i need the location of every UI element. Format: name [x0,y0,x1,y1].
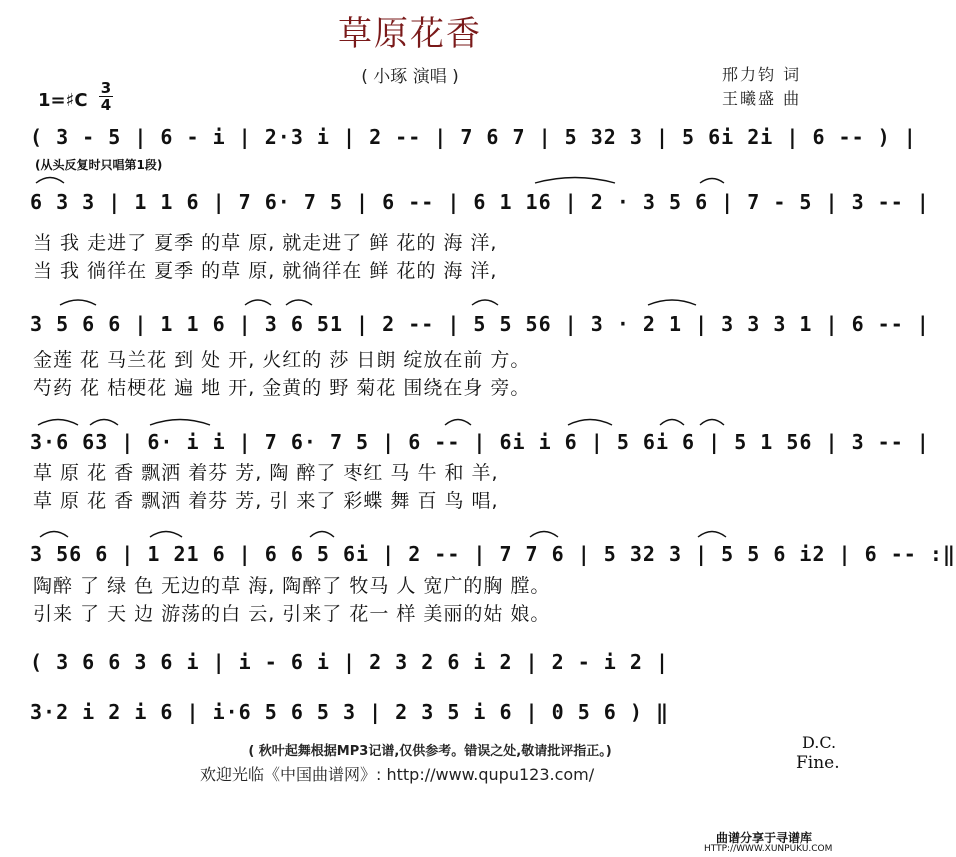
key-signature: 1=♯C [38,90,88,111]
lyric-row-2-verse-1: 金莲 花 马兰花 到 处 开, 火红的 莎 日朗 绽放在前 方。 [33,349,531,371]
lyricist-credit: 邢力钧 词 [722,65,802,84]
notation-row-interlude-2: 3·2 i 2 i 6 | i·6 5 6 5 3 | 2 3 5 i 6 | 0 5 6 ) ‖ [30,700,670,724]
repeat-note: (从头反复时只唱第1段) [35,158,163,172]
lyric-row-4-verse-1: 陶醉 了 绿 色 无边的草 海, 陶醉了 牧马 人 宽广的胸 膛。 [33,575,551,597]
notation-row-intro: ( 3 - 5 | 6 - i | 2·3 i | 2 -- | 7 6 7 | 5 32 3 | 5 6i 2i | 6 -- ) | [30,125,917,149]
watermark-text: 曲谱分享于寻谱库 [716,831,813,845]
notation-row-4: 3 56 6 | 1 21 6 | 6 6 5 6i | 2 -- | 7 7 6 | 5 32 3 | 5 5 6 i2 | 6 -- :‖ [30,542,956,566]
lyric-row-4-verse-2: 引来 了 天 边 游荡的白 云, 引来了 花一 样 美丽的姑 娘。 [33,603,551,625]
transcription-note: ( 秋叶起舞根据MP3记谱,仅供参考。错误之处,敬请批评指正。) [248,744,612,759]
time-sig-bottom: 4 [100,96,112,114]
notation-row-1: 6 3 3 | 1 1 6 | 7 6· 7 5 | 6 -- | 6 1 16 | 2 · 3 5 6 | 7 - 5 | 3 -- | [30,190,930,214]
notation-row-2: 3 5 6 6 | 1 1 6 | 3 6 51 | 2 -- | 5 5 56 | 3 · 2 1 | 3 3 3 1 | 6 -- | [30,312,930,336]
singer-subtitle: ( 小琢 演唱 ) [361,67,459,87]
song-title: 草原花香 [338,14,482,54]
lyric-row-3-verse-2: 草 原 花 香 飘洒 着芬 芳, 引 来了 彩蝶 舞 百 鸟 唱, [33,490,499,512]
composer-credit: 王曦盛 曲 [722,89,802,108]
site-welcome: 欢迎光临《中国曲谱网》: http://www.qupu123.com/ [200,765,595,784]
time-sig-top: 3 [100,79,112,97]
notation-row-3: 3·6 63 | 6· i i | 7 6· 7 5 | 6 -- | 6i i 6 | 5 6i 6 | 5 1 56 | 3 -- | [30,430,930,454]
lyric-row-3-verse-1: 草 原 花 香 飘洒 着芬 芳, 陶 醉了 枣红 马 牛 和 羊, [33,462,499,484]
lyric-row-1-verse-1: 当 我 走进了 夏季 的草 原, 就走进了 鲜 花的 海 洋, [33,232,498,254]
lyric-row-2-verse-2: 芍药 花 桔梗花 遍 地 开, 金黄的 野 菊花 围绕在身 旁。 [33,377,531,399]
lyric-row-1-verse-2: 当 我 徜徉在 夏季 的草 原, 就徜徉在 鲜 花的 海 洋, [33,260,498,282]
dc-mark: D.C. [802,733,837,752]
notation-row-interlude-1: ( 3 6 6 3 6 i | i - 6 i | 2 3 2 6 i 2 | 2 - i 2 | [30,650,670,674]
watermark-url: HTTP://WWW.XUNPUKU.COM [704,844,833,854]
time-signature [98,80,114,113]
fine-mark: Fine. [796,753,840,773]
